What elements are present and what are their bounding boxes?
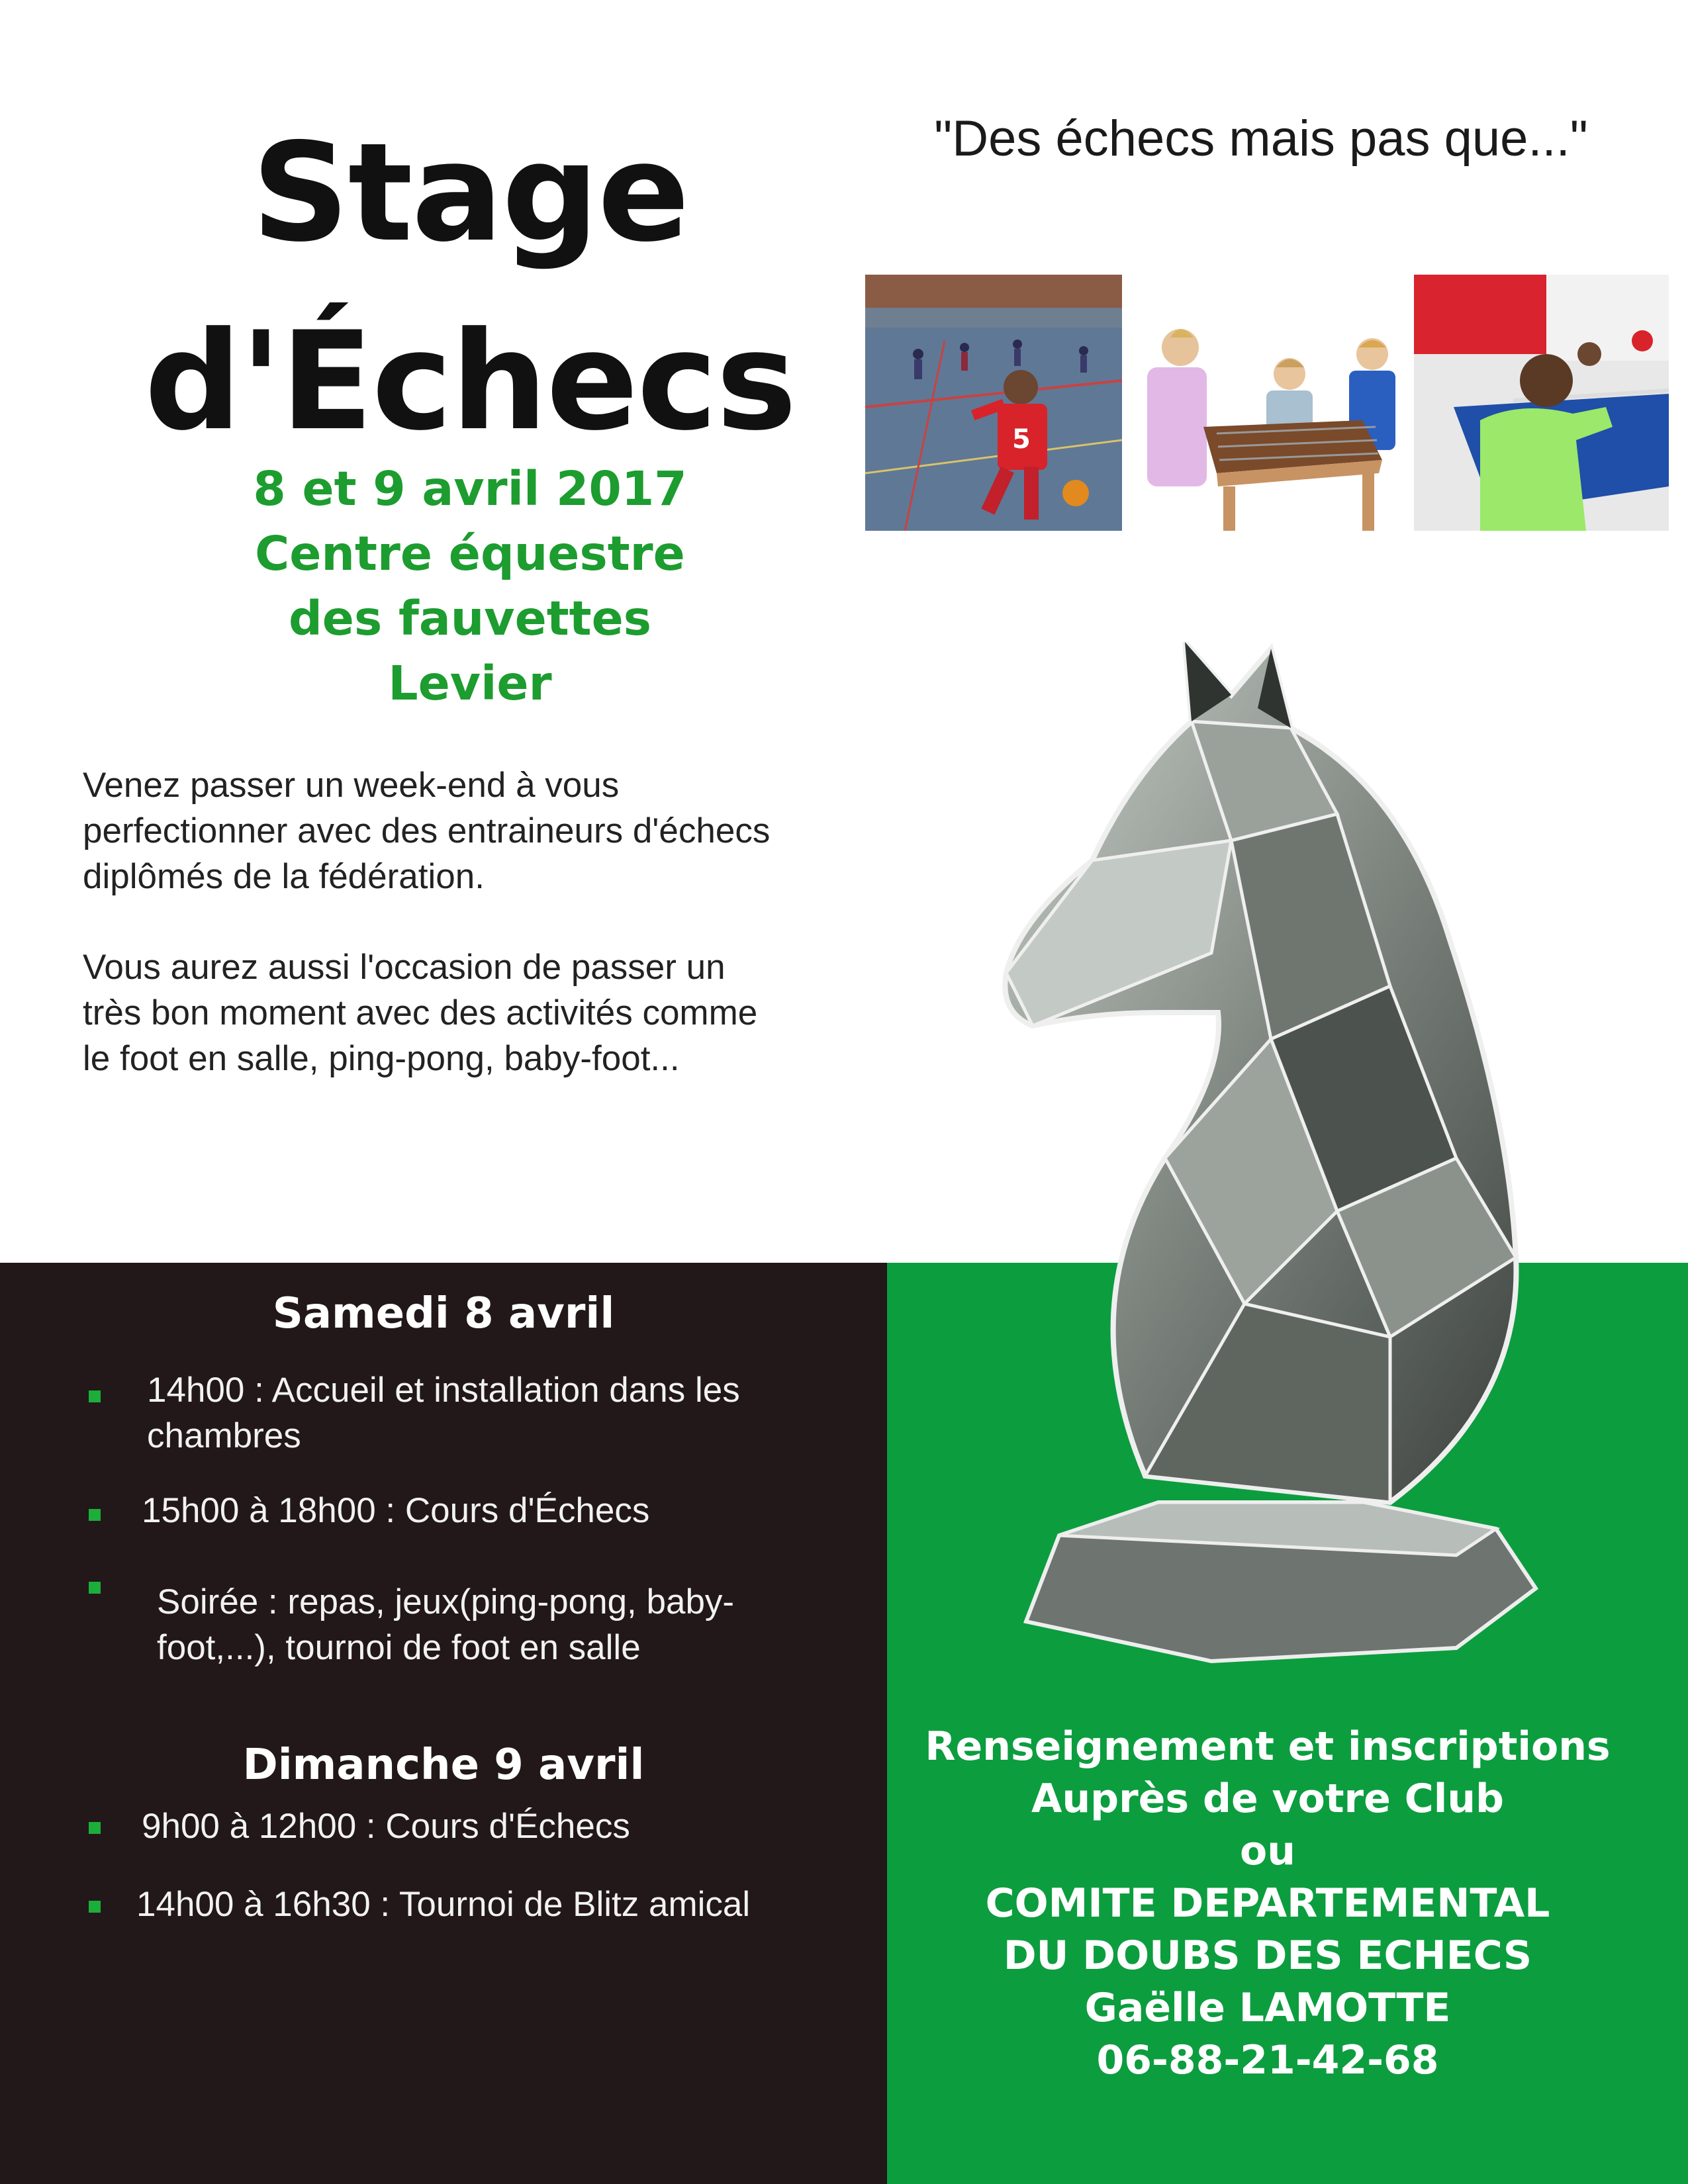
contact-line-4: COMITE DEPARTEMENTAL [985, 1880, 1550, 1927]
contact-phone: 06-88-21-42-68 [1096, 2037, 1439, 2083]
bullet-icon [89, 1822, 101, 1834]
bullet-icon [89, 1901, 101, 1913]
sunday-heading: Dimanche 9 avril [242, 1741, 645, 1790]
svg-text:5: 5 [1012, 424, 1031, 455]
event-venue-line-2: des fauvettes [288, 591, 652, 646]
contact-name: Gaëlle LAMOTTE [1084, 1985, 1451, 2031]
event-dates: 8 et 9 avril 2017 [253, 461, 687, 516]
ping-pong-photo [1414, 275, 1669, 531]
bullet-icon [89, 1509, 101, 1521]
saturday-item-3: Soirée : repas, jeux(ping-pong, baby-foot,...), tournoi de foot en salle [157, 1582, 735, 1667]
contact-line-3: ou [1240, 1828, 1295, 1874]
description-paragraph-2: Vous aurez aussi l'occasion de passer un très bon moment avec des activités comme le foot en salle, ping-pong, baby-foot... [83, 948, 758, 1078]
tagline-quote: "Des échecs mais pas que..." [934, 111, 1588, 167]
event-venue-line-1: Centre équestre [255, 526, 685, 581]
contact-line-2: Auprès de votre Club [1031, 1776, 1504, 1822]
saturday-heading: Samedi 8 avril [272, 1289, 615, 1338]
page-title [66, 99, 874, 477]
sunday-item-1: 9h00 à 12h00 : Cours d'Échecs [142, 1807, 630, 1846]
event-info [106, 457, 834, 716]
indoor-football-photo [865, 275, 1122, 531]
description-paragraph-1: Venez passer un week-end à vous perfectionner avec des entraineurs d'échecs diplômés de la fédération. [83, 766, 771, 896]
event-city: Levier [388, 656, 552, 711]
contact-info [887, 1721, 1648, 2087]
title-line-2: d'Échecs [144, 303, 796, 461]
schedule-panel [0, 1263, 887, 2184]
bullet-icon [89, 1390, 101, 1402]
sunday-item-2: 14h00 à 16h30 : Tournoi de Blitz amical [136, 1885, 751, 1924]
contact-line-1: Renseignement et inscriptions [925, 1723, 1611, 1770]
saturday-item-1: 14h00 : Accueil et installation dans les chambres [147, 1371, 740, 1455]
chess-knight-icon [993, 642, 1556, 1668]
table-football-photo [1144, 275, 1401, 531]
contact-line-5: DU DOUBS DES ECHECS [1003, 1933, 1532, 1979]
bullet-icon [89, 1582, 101, 1594]
title-line-1: Stage [252, 114, 688, 272]
saturday-item-2: 15h00 à 18h00 : Cours d'Échecs [142, 1491, 650, 1530]
